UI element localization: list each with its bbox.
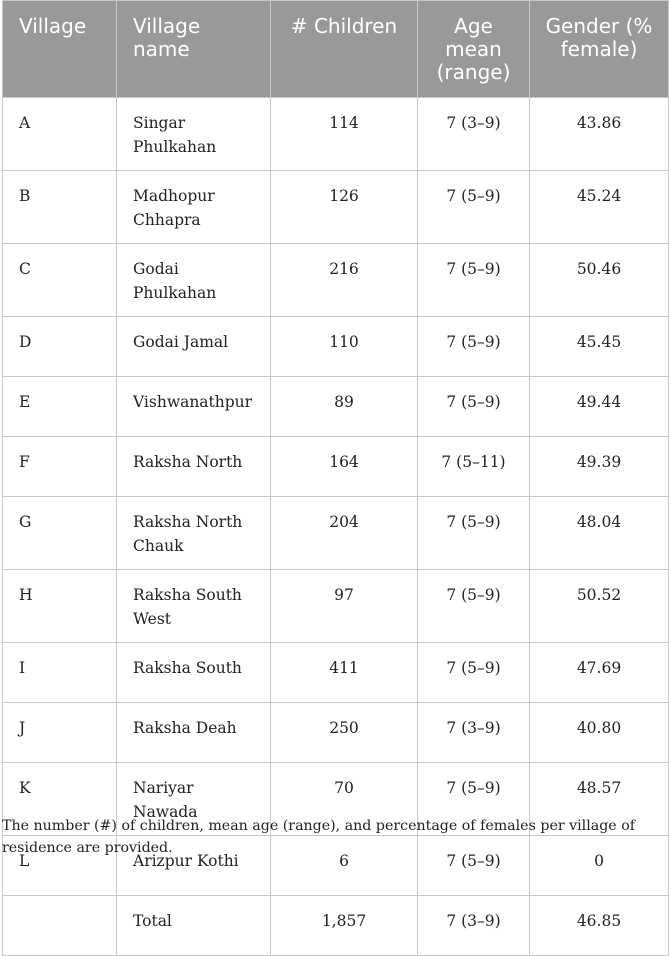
cell-village: K [3, 763, 117, 836]
cell-village: E [3, 377, 117, 437]
table-row [3, 497, 669, 570]
cell-village-name: Raksha South West [117, 570, 271, 643]
header-gender: Gender (% female) [530, 1, 669, 98]
cell-village: A [3, 98, 117, 171]
table-row [3, 171, 669, 244]
cell-gender: 49.44 [530, 377, 669, 437]
cell-village: C [3, 244, 117, 317]
cell-village: J [3, 703, 117, 763]
cell-age: 7 (5–9) [418, 317, 530, 377]
cell-age: 7 (5–11) [418, 437, 530, 497]
cell-children: 250 [271, 703, 418, 763]
cell-total-label: Total [117, 896, 271, 956]
table-row [3, 244, 669, 317]
cell-village [3, 896, 117, 956]
cell-children: 216 [271, 244, 418, 317]
cell-children: 70 [271, 763, 418, 836]
cell-gender: 45.45 [530, 317, 669, 377]
cell-total-children: 1,857 [271, 896, 418, 956]
cell-village-name: Raksha North Chauk [117, 497, 271, 570]
table-row [3, 437, 669, 497]
cell-children: 204 [271, 497, 418, 570]
cell-children: 114 [271, 98, 418, 171]
cell-children: 89 [271, 377, 418, 437]
cell-village-name: Raksha South [117, 643, 271, 703]
cell-age: 7 (5–9) [418, 836, 530, 896]
cell-gender: 45.24 [530, 171, 669, 244]
cell-gender: 47.69 [530, 643, 669, 703]
cell-children: 164 [271, 437, 418, 497]
cell-village-name: Godai Jamal [117, 317, 271, 377]
table-row [3, 570, 669, 643]
cell-children: 97 [271, 570, 418, 643]
cell-age: 7 (5–9) [418, 244, 530, 317]
cell-village-name: Madhopur Chhapra [117, 171, 271, 244]
cell-gender: 40.80 [530, 703, 669, 763]
header-village-name: Village name [117, 1, 271, 98]
table-row [3, 98, 669, 171]
header-children: # Children [271, 1, 418, 98]
cell-village-name: Vishwanathpur [117, 377, 271, 437]
cell-age: 7 (5–9) [418, 570, 530, 643]
table-row [3, 377, 669, 437]
table-row [3, 643, 669, 703]
header-village: Village [3, 1, 117, 98]
cell-age: 7 (3–9) [418, 98, 530, 171]
cell-village-name: Raksha North [117, 437, 271, 497]
table-row [3, 317, 669, 377]
cell-age: 7 (5–9) [418, 643, 530, 703]
cell-gender: 50.46 [530, 244, 669, 317]
cell-age: 7 (5–9) [418, 377, 530, 437]
cell-children: 126 [271, 171, 418, 244]
cell-gender: 48.04 [530, 497, 669, 570]
cell-total-gender: 46.85 [530, 896, 669, 956]
cell-village: B [3, 171, 117, 244]
header-row [3, 1, 669, 98]
table-row [3, 703, 669, 763]
cell-village: F [3, 437, 117, 497]
cell-age: 7 (5–9) [418, 763, 530, 836]
cell-village: D [3, 317, 117, 377]
cell-children: 6 [271, 836, 418, 896]
cell-village-name: Raksha Deah [117, 703, 271, 763]
cell-age: 7 (5–9) [418, 497, 530, 570]
cell-village: L [3, 836, 117, 896]
cell-age: 7 (3–9) [418, 703, 530, 763]
cell-children: 110 [271, 317, 418, 377]
cell-village: I [3, 643, 117, 703]
cell-village-name: Nariyar Nawada [117, 763, 271, 836]
cell-village: H [3, 570, 117, 643]
total-row [3, 896, 669, 956]
cell-gender: 43.86 [530, 98, 669, 171]
cell-village: G [3, 497, 117, 570]
cell-total-age: 7 (3–9) [418, 896, 530, 956]
cell-gender: 48.57 [530, 763, 669, 836]
cell-village-name: Arizpur Kothi [117, 836, 271, 896]
cell-village-name: Godai Phulkahan [117, 244, 271, 317]
cell-village-name: Singar Phulkahan [117, 98, 271, 171]
header-age: Age mean (range) [418, 1, 530, 98]
cell-age: 7 (5–9) [418, 171, 530, 244]
cell-gender: 49.39 [530, 437, 669, 497]
table-footnote: The number (#) of children, mean age (range), and percentage of females per village of residence are provided. [2, 818, 635, 856]
cell-gender: 50.52 [530, 570, 669, 643]
village-table [2, 0, 669, 956]
cell-children: 411 [271, 643, 418, 703]
cell-gender: 0 [530, 836, 669, 896]
